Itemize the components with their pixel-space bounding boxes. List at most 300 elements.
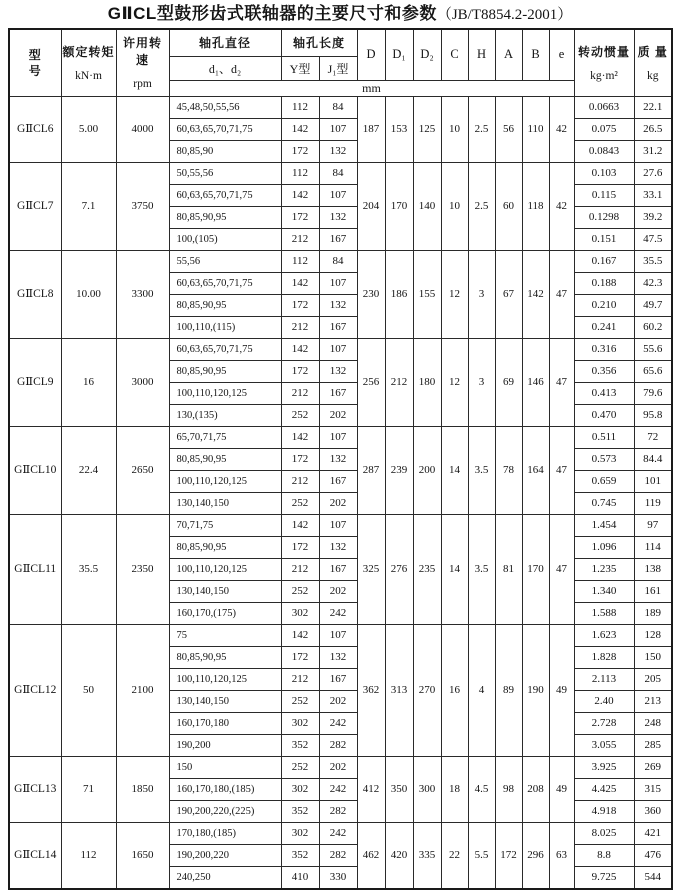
inertia-cell: 3.055 — [574, 734, 634, 756]
inertia-cell: 1.340 — [574, 580, 634, 602]
bore-list-cell: 80,85,90,95 — [169, 360, 281, 382]
speed-label: 许用转速 — [122, 36, 162, 68]
model-cell: GⅡCL11 — [9, 514, 61, 624]
y-length-cell: 302 — [281, 822, 319, 844]
j-length-cell: 107 — [319, 426, 357, 448]
torque-cell: 22.4 — [61, 426, 116, 514]
dim-e-cell: 49 — [549, 756, 574, 822]
col-header-D: D — [357, 29, 385, 80]
mass-cell: 55.6 — [634, 338, 672, 360]
j-length-cell: 167 — [319, 228, 357, 250]
dim-D-cell: 325 — [357, 514, 385, 624]
dim-e-cell: 47 — [549, 338, 574, 426]
bore-list-cell: 45,48,50,55,56 — [169, 96, 281, 118]
inertia-cell: 0.356 — [574, 360, 634, 382]
bore-list-cell: 160,170,180,(185) — [169, 778, 281, 800]
y-length-cell: 112 — [281, 250, 319, 272]
col-header-inertia — [574, 29, 634, 96]
dim-B-cell: 208 — [522, 756, 549, 822]
table-row — [9, 514, 672, 536]
col-header-speed — [116, 29, 169, 96]
table-row — [9, 822, 672, 844]
dim-D-cell: 462 — [357, 822, 385, 889]
bore-list-cell: 240,250 — [169, 866, 281, 889]
inertia-cell: 3.925 — [574, 756, 634, 778]
model-cell: GⅡCL9 — [9, 338, 61, 426]
col-header-D2: D₂ — [413, 29, 441, 80]
bore-list-cell: 80,85,90,95 — [169, 646, 281, 668]
bore-list-cell: 80,85,90,95 — [169, 294, 281, 316]
mass-cell: 22.1 — [634, 96, 672, 118]
speed-cell: 2100 — [116, 624, 169, 756]
mass-cell: 189 — [634, 602, 672, 624]
bore-list-cell: 60,63,65,70,71,75 — [169, 272, 281, 294]
j-length-cell: 202 — [319, 756, 357, 778]
mass-cell: 421 — [634, 822, 672, 844]
torque-cell: 112 — [61, 822, 116, 889]
model-cell: GⅡCL8 — [9, 250, 61, 338]
inertia-cell: 1.235 — [574, 558, 634, 580]
dim-D1-cell: 276 — [385, 514, 413, 624]
table-row — [9, 250, 672, 272]
dim-H-cell: 3.5 — [468, 426, 495, 514]
inertia-cell: 9.725 — [574, 866, 634, 889]
inertia-unit: kg·m² — [590, 69, 618, 82]
dim-H-cell: 4 — [468, 624, 495, 756]
bore-list-cell: 130,140,150 — [169, 690, 281, 712]
dim-H-cell: 3 — [468, 338, 495, 426]
dim-D1-cell: 350 — [385, 756, 413, 822]
table-row — [9, 426, 672, 448]
dim-D1-cell: 420 — [385, 822, 413, 889]
j-length-cell: 282 — [319, 844, 357, 866]
col-header-model: 型号 — [9, 29, 61, 96]
bore-list-cell: 80,85,90 — [169, 140, 281, 162]
y-length-cell: 142 — [281, 118, 319, 140]
dim-D1-cell: 313 — [385, 624, 413, 756]
dim-C-cell: 10 — [441, 162, 468, 250]
mass-cell: 114 — [634, 536, 672, 558]
dim-A-cell: 67 — [495, 250, 522, 338]
col-header-j1-type: J₁型 — [319, 56, 357, 80]
bore-list-cell: 80,85,90,95 — [169, 448, 281, 470]
speed-cell: 2350 — [116, 514, 169, 624]
dim-C-cell: 16 — [441, 624, 468, 756]
torque-cell: 71 — [61, 756, 116, 822]
y-length-cell: 172 — [281, 646, 319, 668]
inertia-cell: 0.316 — [574, 338, 634, 360]
inertia-cell: 4.425 — [574, 778, 634, 800]
y-length-cell: 172 — [281, 360, 319, 382]
dim-D2-cell: 155 — [413, 250, 441, 338]
bore-list-cell: 100,110,120,125 — [169, 558, 281, 580]
mass-cell: 49.7 — [634, 294, 672, 316]
speed-cell: 3750 — [116, 162, 169, 250]
torque-cell: 35.5 — [61, 514, 116, 624]
inertia-cell: 0.745 — [574, 492, 634, 514]
j-length-cell: 167 — [319, 558, 357, 580]
table-row — [9, 756, 672, 778]
y-length-cell: 142 — [281, 272, 319, 294]
j-length-cell: 330 — [319, 866, 357, 889]
dim-B-cell: 190 — [522, 624, 549, 756]
inertia-cell: 0.188 — [574, 272, 634, 294]
j-length-cell: 132 — [319, 140, 357, 162]
speed-cell: 1850 — [116, 756, 169, 822]
dim-B-cell: 164 — [522, 426, 549, 514]
j-length-cell: 282 — [319, 800, 357, 822]
dim-C-cell: 14 — [441, 514, 468, 624]
j-length-cell: 202 — [319, 492, 357, 514]
j-length-cell: 132 — [319, 448, 357, 470]
speed-cell: 1650 — [116, 822, 169, 889]
table-body — [9, 96, 672, 889]
j-length-cell: 132 — [319, 646, 357, 668]
model-cell: GⅡCL13 — [9, 756, 61, 822]
dim-D2-cell: 335 — [413, 822, 441, 889]
mass-cell: 360 — [634, 800, 672, 822]
inertia-cell: 2.40 — [574, 690, 634, 712]
y-length-cell: 142 — [281, 514, 319, 536]
mass-cell: 95.8 — [634, 404, 672, 426]
bore-list-cell: 170,180,(185) — [169, 822, 281, 844]
dim-e-cell: 47 — [549, 514, 574, 624]
j-length-cell: 107 — [319, 272, 357, 294]
y-length-cell: 112 — [281, 96, 319, 118]
y-length-cell: 252 — [281, 690, 319, 712]
speed-cell: 3000 — [116, 338, 169, 426]
speed-cell: 2650 — [116, 426, 169, 514]
col-header-A: A — [495, 29, 522, 80]
inertia-cell: 8.025 — [574, 822, 634, 844]
speed-cell: 4000 — [116, 96, 169, 162]
bore-list-cell: 80,85,90,95 — [169, 536, 281, 558]
table-row — [9, 338, 672, 360]
inertia-cell: 4.918 — [574, 800, 634, 822]
y-length-cell: 212 — [281, 558, 319, 580]
model-cell: GⅡCL14 — [9, 822, 61, 889]
title-standard-ref: （JB/T8854.2-2001） — [436, 7, 573, 23]
y-length-cell: 212 — [281, 668, 319, 690]
inertia-cell: 0.511 — [574, 426, 634, 448]
mass-unit: kg — [647, 69, 659, 82]
dim-C-cell: 12 — [441, 250, 468, 338]
mass-cell: 39.2 — [634, 206, 672, 228]
y-length-cell: 352 — [281, 800, 319, 822]
dim-H-cell: 3.5 — [468, 514, 495, 624]
inertia-cell: 2.113 — [574, 668, 634, 690]
bore-list-cell: 130,(135) — [169, 404, 281, 426]
mass-cell: 119 — [634, 492, 672, 514]
dim-D-cell: 204 — [357, 162, 385, 250]
bore-list-cell: 100,110,120,125 — [169, 470, 281, 492]
mass-cell: 476 — [634, 844, 672, 866]
j-length-cell: 282 — [319, 734, 357, 756]
bore-list-cell: 60,63,65,70,71,75 — [169, 338, 281, 360]
inertia-label: 转动惯量 — [578, 44, 631, 59]
dim-D1-cell: 239 — [385, 426, 413, 514]
torque-cell: 50 — [61, 624, 116, 756]
dim-A-cell: 89 — [495, 624, 522, 756]
inertia-cell: 0.0663 — [574, 96, 634, 118]
model-cell: GⅡCL12 — [9, 624, 61, 756]
j-length-cell: 84 — [319, 96, 357, 118]
y-length-cell: 352 — [281, 844, 319, 866]
y-length-cell: 112 — [281, 162, 319, 184]
col-header-B: B — [522, 29, 549, 80]
mass-cell: 42.3 — [634, 272, 672, 294]
dim-D-cell: 187 — [357, 96, 385, 162]
table-row — [9, 624, 672, 646]
inertia-cell: 0.659 — [574, 470, 634, 492]
torque-unit: kN·m — [75, 69, 102, 82]
col-header-d1-d2: d₁、d₂ — [169, 56, 281, 80]
j-length-cell: 202 — [319, 690, 357, 712]
mass-cell: 35.5 — [634, 250, 672, 272]
dim-B-cell: 296 — [522, 822, 549, 889]
inertia-cell: 0.151 — [574, 228, 634, 250]
dim-B-cell: 170 — [522, 514, 549, 624]
dim-D-cell: 256 — [357, 338, 385, 426]
mass-cell: 101 — [634, 470, 672, 492]
mm-unit-cell: mm — [169, 80, 574, 96]
table-header — [9, 29, 672, 96]
j-length-cell: 107 — [319, 118, 357, 140]
bore-list-cell: 130,140,150 — [169, 580, 281, 602]
y-length-cell: 172 — [281, 536, 319, 558]
bore-list-cell: 70,71,75 — [169, 514, 281, 536]
mass-label: 质 量 — [637, 44, 668, 59]
j-length-cell: 167 — [319, 470, 357, 492]
torque-label: 额定转矩 — [62, 44, 115, 59]
dim-H-cell: 2.5 — [468, 162, 495, 250]
inertia-cell: 1.828 — [574, 646, 634, 668]
j-length-cell: 107 — [319, 624, 357, 646]
dim-H-cell: 4.5 — [468, 756, 495, 822]
inertia-cell: 2.728 — [574, 712, 634, 734]
j-length-cell: 107 — [319, 514, 357, 536]
inertia-cell: 0.470 — [574, 404, 634, 426]
mass-cell: 205 — [634, 668, 672, 690]
mass-cell: 248 — [634, 712, 672, 734]
mass-cell: 138 — [634, 558, 672, 580]
bore-list-cell: 65,70,71,75 — [169, 426, 281, 448]
y-length-cell: 302 — [281, 602, 319, 624]
dim-B-cell: 110 — [522, 96, 549, 162]
header-row-1 — [9, 29, 672, 56]
y-length-cell: 212 — [281, 382, 319, 404]
torque-cell: 16 — [61, 338, 116, 426]
mass-cell: 26.5 — [634, 118, 672, 140]
inertia-cell: 0.573 — [574, 448, 634, 470]
mass-cell: 97 — [634, 514, 672, 536]
y-length-cell: 142 — [281, 184, 319, 206]
bore-list-cell: 130,140,150 — [169, 492, 281, 514]
page-title — [0, 2, 680, 27]
mass-cell: 150 — [634, 646, 672, 668]
mass-cell: 72 — [634, 426, 672, 448]
inertia-cell: 1.623 — [574, 624, 634, 646]
j-length-cell: 167 — [319, 668, 357, 690]
inertia-cell: 0.103 — [574, 162, 634, 184]
j-length-cell: 132 — [319, 206, 357, 228]
dim-D1-cell: 186 — [385, 250, 413, 338]
j-length-cell: 242 — [319, 712, 357, 734]
j-length-cell: 132 — [319, 360, 357, 382]
inertia-cell: 0.115 — [574, 184, 634, 206]
y-length-cell: 142 — [281, 338, 319, 360]
y-length-cell: 172 — [281, 140, 319, 162]
bore-list-cell: 190,200,220 — [169, 844, 281, 866]
col-header-mass — [634, 29, 672, 96]
inertia-cell: 0.1298 — [574, 206, 634, 228]
mass-cell: 79.6 — [634, 382, 672, 404]
bore-list-cell: 100,110,(115) — [169, 316, 281, 338]
bore-list-cell: 55,56 — [169, 250, 281, 272]
mass-cell: 31.2 — [634, 140, 672, 162]
dim-A-cell: 172 — [495, 822, 522, 889]
y-length-cell: 302 — [281, 778, 319, 800]
mass-cell: 47.5 — [634, 228, 672, 250]
dim-D2-cell: 300 — [413, 756, 441, 822]
inertia-cell: 8.8 — [574, 844, 634, 866]
mass-cell: 285 — [634, 734, 672, 756]
model-cell: GⅡCL10 — [9, 426, 61, 514]
title-main: GⅡCL型鼓形齿式联轴器的主要尺寸和参数 — [107, 4, 437, 23]
inertia-cell: 0.241 — [574, 316, 634, 338]
j-length-cell: 242 — [319, 822, 357, 844]
dim-D2-cell: 235 — [413, 514, 441, 624]
dim-C-cell: 18 — [441, 756, 468, 822]
y-length-cell: 410 — [281, 866, 319, 889]
torque-cell: 5.00 — [61, 96, 116, 162]
dim-C-cell: 14 — [441, 426, 468, 514]
mass-cell: 213 — [634, 690, 672, 712]
y-length-cell: 302 — [281, 712, 319, 734]
dim-B-cell: 118 — [522, 162, 549, 250]
j-length-cell: 107 — [319, 338, 357, 360]
inertia-cell: 1.588 — [574, 602, 634, 624]
mass-cell: 128 — [634, 624, 672, 646]
bore-list-cell: 160,170,(175) — [169, 602, 281, 624]
col-header-D1: D₁ — [385, 29, 413, 80]
mass-cell: 84.4 — [634, 448, 672, 470]
col-header-C: C — [441, 29, 468, 80]
table-row — [9, 162, 672, 184]
dim-A-cell: 60 — [495, 162, 522, 250]
dim-D-cell: 362 — [357, 624, 385, 756]
bore-list-cell: 80,85,90,95 — [169, 206, 281, 228]
bore-list-cell: 50,55,56 — [169, 162, 281, 184]
parameters-table — [8, 28, 673, 890]
y-length-cell: 212 — [281, 316, 319, 338]
j-length-cell: 132 — [319, 536, 357, 558]
mass-cell: 33.1 — [634, 184, 672, 206]
dim-D2-cell: 125 — [413, 96, 441, 162]
dim-D-cell: 230 — [357, 250, 385, 338]
speed-unit: rpm — [133, 78, 152, 91]
dim-e-cell: 49 — [549, 624, 574, 756]
inertia-cell: 1.096 — [574, 536, 634, 558]
dim-D2-cell: 270 — [413, 624, 441, 756]
col-header-torque — [61, 29, 116, 96]
col-header-bore-diameter: 轴孔直径 — [169, 29, 281, 56]
dim-e-cell: 42 — [549, 162, 574, 250]
dim-D2-cell: 140 — [413, 162, 441, 250]
y-length-cell: 252 — [281, 404, 319, 426]
torque-cell: 10.00 — [61, 250, 116, 338]
dim-D-cell: 287 — [357, 426, 385, 514]
y-length-cell: 142 — [281, 426, 319, 448]
dim-e-cell: 47 — [549, 250, 574, 338]
dim-D2-cell: 180 — [413, 338, 441, 426]
mass-cell: 161 — [634, 580, 672, 602]
col-header-e: e — [549, 29, 574, 80]
dim-B-cell: 146 — [522, 338, 549, 426]
col-header-bore-length: 轴孔长度 — [281, 29, 357, 56]
dim-A-cell: 78 — [495, 426, 522, 514]
mass-cell: 27.6 — [634, 162, 672, 184]
model-cell: GⅡCL6 — [9, 96, 61, 162]
speed-cell: 3300 — [116, 250, 169, 338]
dim-H-cell: 3 — [468, 250, 495, 338]
j-length-cell: 242 — [319, 778, 357, 800]
j-length-cell: 132 — [319, 294, 357, 316]
bore-list-cell: 100,(105) — [169, 228, 281, 250]
dim-D1-cell: 153 — [385, 96, 413, 162]
bore-list-cell: 60,63,65,70,71,75 — [169, 184, 281, 206]
y-length-cell: 252 — [281, 756, 319, 778]
bore-list-cell: 190,200,220,(225) — [169, 800, 281, 822]
y-length-cell: 172 — [281, 294, 319, 316]
j-length-cell: 202 — [319, 404, 357, 426]
y-length-cell: 252 — [281, 580, 319, 602]
inertia-cell: 0.413 — [574, 382, 634, 404]
bore-list-cell: 75 — [169, 624, 281, 646]
inertia-cell: 0.210 — [574, 294, 634, 316]
dim-C-cell: 10 — [441, 96, 468, 162]
bore-list-cell: 60,63,65,70,71,75 — [169, 118, 281, 140]
inertia-cell: 0.0843 — [574, 140, 634, 162]
inertia-cell: 0.167 — [574, 250, 634, 272]
j-length-cell: 84 — [319, 162, 357, 184]
j-length-cell: 242 — [319, 602, 357, 624]
j-length-cell: 84 — [319, 250, 357, 272]
bore-list-cell: 100,110,120,125 — [169, 668, 281, 690]
table-row — [9, 96, 672, 118]
dim-H-cell: 5.5 — [468, 822, 495, 889]
bore-list-cell: 100,110,120,125 — [169, 382, 281, 404]
torque-cell: 7.1 — [61, 162, 116, 250]
y-length-cell: 212 — [281, 228, 319, 250]
inertia-cell: 0.075 — [574, 118, 634, 140]
dim-D-cell: 412 — [357, 756, 385, 822]
y-length-cell: 142 — [281, 624, 319, 646]
inertia-cell: 1.454 — [574, 514, 634, 536]
y-length-cell: 212 — [281, 470, 319, 492]
mass-cell: 60.2 — [634, 316, 672, 338]
dim-e-cell: 63 — [549, 822, 574, 889]
col-header-H: H — [468, 29, 495, 80]
dim-D1-cell: 212 — [385, 338, 413, 426]
mass-cell: 315 — [634, 778, 672, 800]
model-cell: GⅡCL7 — [9, 162, 61, 250]
y-length-cell: 352 — [281, 734, 319, 756]
dim-B-cell: 142 — [522, 250, 549, 338]
dim-e-cell: 47 — [549, 426, 574, 514]
dim-D2-cell: 200 — [413, 426, 441, 514]
dim-C-cell: 22 — [441, 822, 468, 889]
